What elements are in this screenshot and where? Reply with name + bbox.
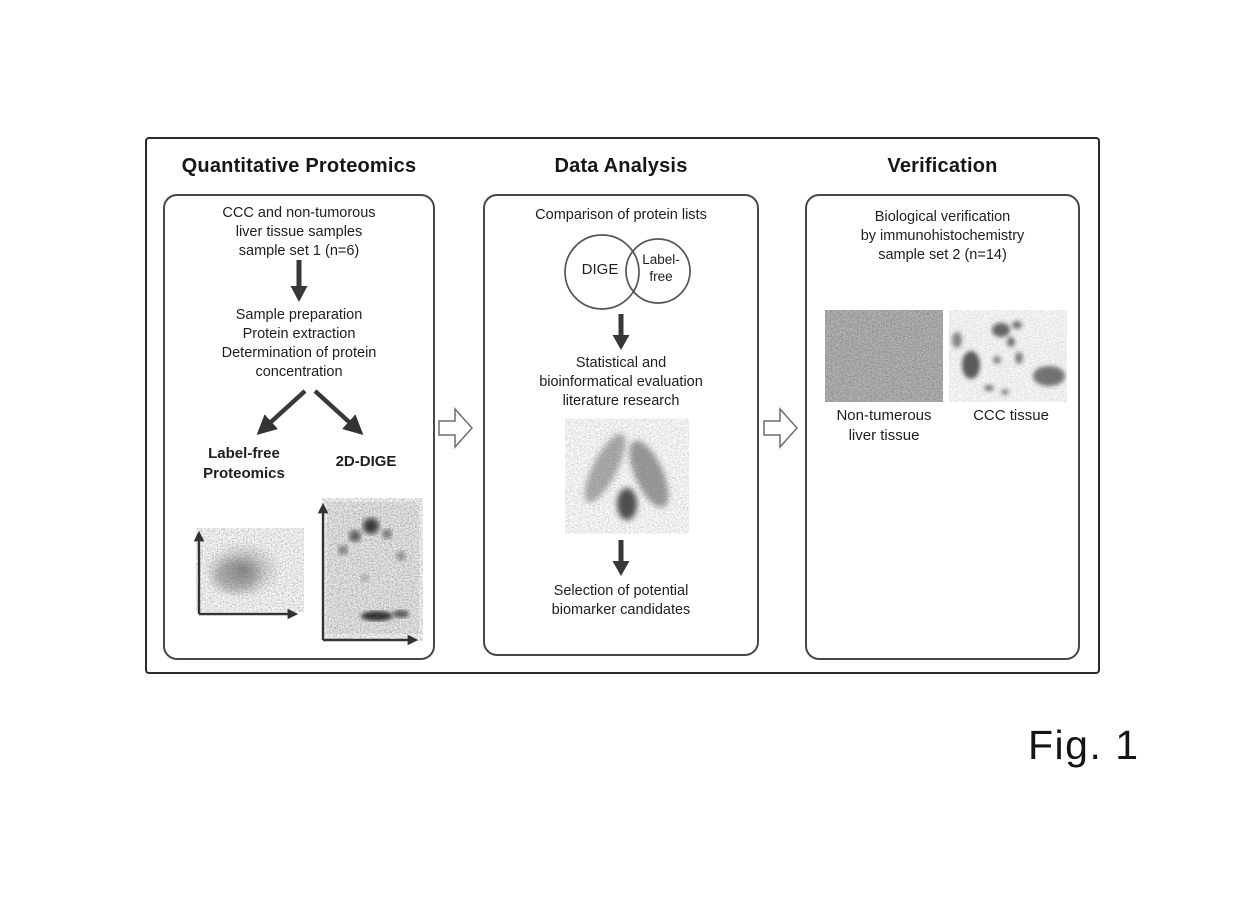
flow-arrow-icon (763, 405, 799, 451)
ccc-tissue-image (949, 310, 1067, 402)
column-data-analysis (483, 151, 759, 656)
samples-step-text: CCC and non-tumorous liver tissue samples sample set 1 (n=6) (222, 205, 376, 260)
down-arrow-icon (289, 260, 310, 302)
down-arrow-icon (612, 540, 631, 576)
ccc-tissue-label: CCC tissue (973, 407, 1049, 424)
figure-caption: Fig. 1 (1028, 722, 1140, 768)
label-free-plot-image (185, 526, 307, 628)
venn-left-label: DIGE (581, 261, 619, 278)
flow-arrow-icon (438, 405, 474, 451)
volcano-plot-image (553, 418, 698, 536)
liver-tissue-label: Non-tumerous liver tissue (836, 407, 932, 444)
dige-gel-image (311, 498, 423, 650)
column-header-verification: Verification (887, 155, 998, 177)
label-free-branch-label: Label-free Proteomics (203, 445, 285, 482)
dige-branch-label: 2D-DIGE (335, 453, 397, 470)
comparison-step-text: Comparison of protein lists (535, 207, 707, 223)
panel-verification (805, 194, 1080, 660)
selection-step-text: Selection of potential biomarker candidates (551, 583, 691, 619)
column-quantitative-proteomics (163, 151, 435, 660)
column-verification (805, 151, 1080, 660)
preparation-step-text: Sample preparation Protein extraction Determination of protein concentration (221, 307, 377, 381)
down-arrow-icon (612, 314, 631, 350)
panel-quantitative-proteomics (163, 194, 435, 660)
branch-arrows-icon (219, 388, 379, 444)
figure-frame (145, 137, 1100, 674)
venn-diagram (485, 232, 757, 312)
verification-step-text: Biological verification by immunohistochemistry sample set 2 (n=14) (860, 209, 1025, 264)
venn-right-label: Label- free (642, 252, 680, 284)
column-header-data-analysis: Data Analysis (554, 155, 688, 177)
column-header-quantitative-proteomics: Quantitative Proteomics (181, 155, 417, 177)
panel-data-analysis (483, 194, 759, 656)
evaluation-step-text: Statistical and bioinformatical evaluation literature research (539, 355, 703, 410)
liver-tissue-image (825, 310, 943, 402)
